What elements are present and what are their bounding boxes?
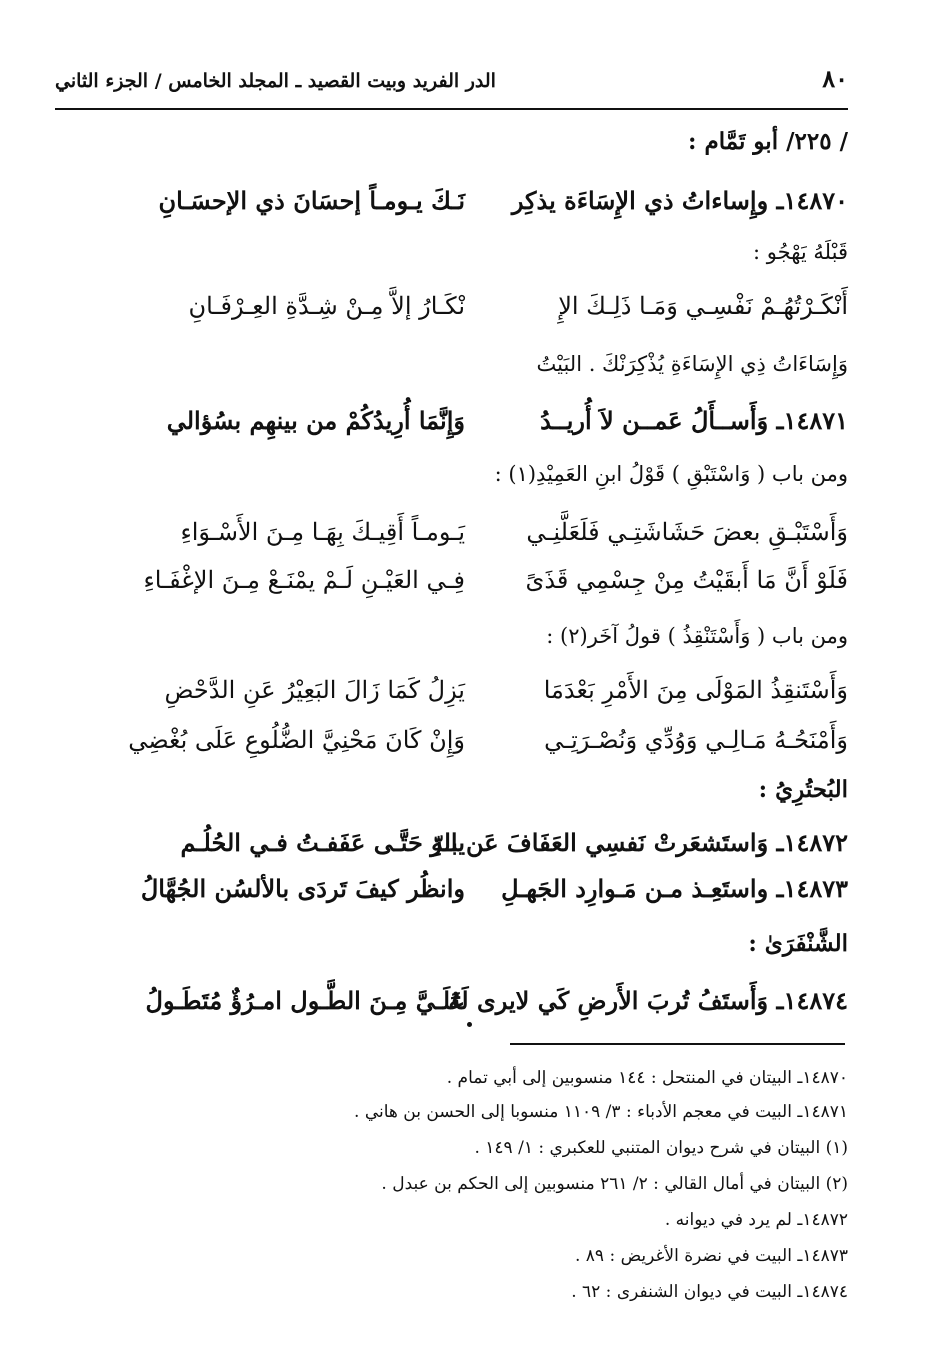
intro-line: قَبْلَهُ يَهْجُو : [753, 240, 848, 264]
verse-14870 [105, 186, 848, 230]
quoted-verse-3 [105, 566, 848, 610]
footnote: ١٤٨٧٢ـ لم يرد في ديوانه . [664, 1210, 848, 1230]
intro-line: وَإِسَاءَاتُ ذِي الإِسَاءَةِ يُذْكِرَنْكَ . البَيْتُ [536, 352, 848, 376]
verse-first-hemistich: ١٤٨٧٢ـ وَاستَشعَرتْ نَفسِي العَفَافَ عَن الرّ [430, 828, 848, 857]
verse-first-hemistich: أَنْكَـرْتُهُـمْ نَفْسِـي وَمَـا ذَلِـكَ الإِ [558, 292, 848, 320]
running-title: الدر الفريد وبيت القصيد ـ المجلد الخامس / الجزء الثاني [55, 70, 496, 92]
verse-second-hemistich: يَزِلُ كَمَا زَالَ البَعِيْرُ عَنِ الدَّحْضِ [164, 676, 465, 704]
verse-14871 [105, 406, 848, 450]
verse-first-hemistich: ١٤٨٧٠ـ وإِساءاتُ ذي الإِسَاءَة يذكِر [511, 186, 848, 215]
quoted-verse-4 [105, 676, 848, 720]
footnote: ١٤٨٧٠ـ البيتان في المنتحل : ١٤٤ منسوبين إلى أبي تمام . [446, 1068, 848, 1088]
verse-first-hemistich: ١٤٨٧٤ـ وَأَستَفُ تُربَ الأَرضِ كَي لايرى لَهُ [448, 986, 848, 1015]
poet-heading-shanfara: الشَّنْفَرَىٰ : [748, 930, 848, 957]
verse-second-hemistich: فِـي العَيْـنِ لَـمْ يمْنَـعْ مِـنَ الإغْفَـاءِ [143, 566, 465, 594]
verse-first-hemistich: فَلَوْ أَنَّ مَا أَبقَيْتُ مِنْ جِسْمِي قَذَىً [525, 566, 848, 594]
verse-second-hemistich: وانظُر كيفَ تَردَى بالألسُن الجُهَّالُ [140, 874, 465, 903]
verse-second-hemistich: عَلَـيَّ مِـنَ الطَّـول امـرُؤٌ مُتَطَـولُ [145, 986, 465, 1015]
footnote: ١٤٨٧٣ـ البيت في نضرة الأغريض : ٨٩ . [574, 1246, 848, 1266]
verse-second-hemistich: وَإِنْ كَانَ مَحْنِيَّ الضُّلُوعِ عَلَى بُغْضِي [128, 726, 465, 754]
footnote: ١٤٨٧١ـ البيت في معجم الأدباء : ٣/ ١١٠٩ منسوبا إلى الحسن بن هاني . [354, 1102, 848, 1122]
verse-second-hemistich: نْكَـارُ إلاَّ مِـنْ شِـدَّةِ العِـرْفَـانِ [188, 292, 465, 320]
verse-14873 [105, 874, 848, 918]
verse-first-hemistich: ١٤٨٧٣ـ واستَعِـذ مـن مَـوارِد الجَهـلِ [501, 874, 848, 903]
verse-14872 [105, 828, 848, 872]
verse-first-hemistich: وَأَسْتَنقِذُ المَوْلَى مِنَ الأَمْرِ بَعْدَمَا [543, 676, 848, 704]
verse-second-hemistich: نَـكَ يـومـاً إحسَانَ ذي الإحسَـانِ [158, 186, 465, 215]
footnote: (٢) البيتان في أمال القالي : ٢/ ٢٦١ منسوبين إلى الحكم بن عبدل . [381, 1174, 848, 1194]
poet-heading-buhturi: البُحتُرِيُ : [758, 776, 848, 803]
verse-14874 [105, 986, 848, 1030]
quoted-verse-2 [105, 518, 848, 562]
verse-second-hemistich: يَـومـاً أَقِيـكَ بِهَـا مِـنَ الأَسْـوَاءِ [180, 518, 465, 546]
intro-line: ومن باب ( وَأَسْتَنْقِذُ ) قولُ آخَر(٢) : [546, 624, 848, 648]
verse-first-hemistich: وَأَمْنَحُـهُ مَـالِـي وَوُدِّي وَنُصْـرَتِـي [544, 726, 848, 754]
footnote-separator [510, 1043, 845, 1045]
verse-first-hemistich: ١٤٨٧١ـ وَأَســأَلُ عَمــن لاَ أُريــدُ [540, 406, 848, 435]
verse-second-hemistich: وَإِنَّمَا أُرِيدُكُمْ من بينهِم بسُؤالي [166, 406, 465, 435]
verse-second-hemistich: يبـةِ حَتَّـى عَفَفـتُ فـي الحُلُـم [180, 828, 465, 857]
ink-dot [467, 1022, 472, 1027]
page-header [55, 64, 848, 110]
footnote: ١٤٨٧٤ـ البيت في ديوان الشنفرى : ٦٢ . [571, 1282, 848, 1302]
verse-first-hemistich: وَأَسْتَبْـقِ بعضَ حَشَاشَتِـي فَلَعَلَّنِـي [526, 518, 848, 546]
poet-heading-abu-tammam: / ٢٢٥/ أبو تَمَّام : [687, 128, 848, 155]
page-number: ٨٠ [822, 64, 848, 93]
quoted-verse-1 [105, 292, 848, 336]
footnote: (١) البيتان في شرح ديوان المتنبي للعكبري : ١/ ١٤٩ . [474, 1138, 848, 1158]
quoted-verse-5 [105, 726, 848, 770]
intro-line: ومن باب ( وَاسْتَبْقِ ) قَوْلُ ابنِ العَمِيْدِ(١) : [494, 462, 848, 486]
